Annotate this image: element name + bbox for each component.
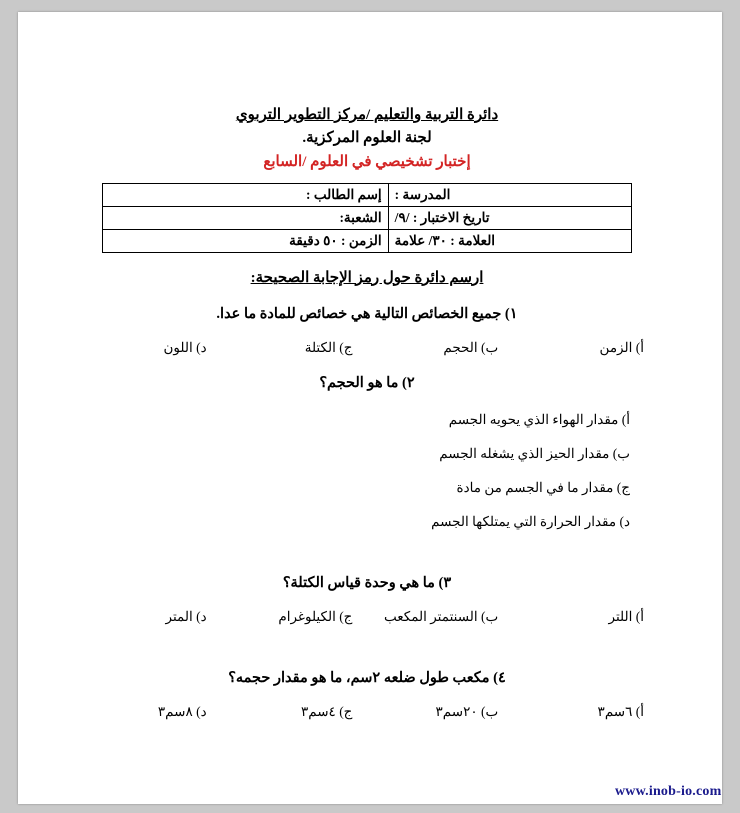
question-4-text: ٤) مكعب طول ضلعه ٢سم، ما هو مقدار حجمه؟	[228, 670, 506, 686]
table-row	[103, 229, 632, 252]
question-2-option-c[interactable]: ج) مقدار ما في الجسم من مادة	[456, 480, 630, 496]
question-3-options	[90, 609, 644, 625]
info-cell-left-label-2: العلامة : ٣٠/ علامة	[388, 229, 631, 252]
question-1-option-d[interactable]: د) اللون	[163, 339, 207, 355]
info-cell-right-label-0: إسم الطالب :	[103, 183, 389, 206]
student-info-table	[102, 183, 632, 253]
watermark-text: www.inob-io.com	[615, 784, 722, 799]
question-1-option-b[interactable]: ب) الحجم	[443, 339, 499, 355]
table-row	[103, 206, 632, 229]
question-1-options	[90, 340, 644, 356]
info-cell-left-label-0: المدرسة :	[388, 183, 631, 206]
instruction-text: ارسم دائرة حول رمز الإجابة الصحيحة:	[250, 269, 484, 286]
question-4-option-a[interactable]: أ) ٦سم٣	[597, 703, 644, 719]
section-spacer-2	[90, 625, 644, 651]
document-body	[18, 12, 722, 720]
question-3-option-c[interactable]: ج) الكيلوغرام	[278, 609, 353, 624]
table-row	[103, 183, 632, 206]
info-cell-left-label-1: تاريخ الاختبار : /٩/	[388, 206, 631, 229]
question-2-option-d[interactable]: د) مقدار الحرارة التي يمتلكها الجسم	[431, 514, 630, 530]
header-line-1: دائرة التربية والتعليم /مركز التطوير التربوي	[235, 107, 499, 123]
section-spacer	[90, 530, 644, 556]
question-1-option-a[interactable]: أ) الزمن	[599, 339, 644, 355]
question-3-text: ٣) ما هي وحدة قياس الكتلة؟	[282, 575, 452, 592]
document-header	[90, 104, 644, 174]
question-2-options	[90, 412, 644, 530]
header-line-3: إختبار تشخيصي في العلوم /السابع	[263, 153, 471, 170]
question-4-option-b[interactable]: ب) ٢٠سم٣	[435, 703, 499, 719]
question-1-option-c[interactable]: ج) الكتلة	[304, 339, 353, 355]
question-3-option-d[interactable]: د) المتر	[165, 609, 207, 624]
question-1-text: ١) جميع الخصائص التالية هي خصائص للمادة ما عدا.	[216, 305, 518, 322]
question-2-text: ٢) ما هو الحجم؟	[319, 374, 415, 391]
question-3-option-a[interactable]: أ) اللتر	[608, 609, 644, 624]
question-2-option-a[interactable]: أ) مقدار الهواء الذي يحويه الجسم	[448, 412, 630, 428]
question-3-option-b[interactable]: ب) السنتمتر المكعب	[383, 609, 499, 624]
info-cell-right-label-1: الشعبة:	[103, 206, 389, 229]
question-4-options	[90, 704, 644, 720]
header-line-2: لجنة العلوم المركزية.	[302, 130, 432, 147]
document-page	[18, 12, 722, 804]
question-4-option-c[interactable]: ج) ٤سم٣	[300, 703, 353, 719]
info-cell-right-label-2: الزمن : ٥٠ دقيقة	[103, 229, 389, 252]
question-4-option-d[interactable]: د) ٨سم٣	[157, 703, 207, 719]
question-2-option-b[interactable]: ب) مقدار الحيز الذي يشغله الجسم	[439, 446, 630, 462]
